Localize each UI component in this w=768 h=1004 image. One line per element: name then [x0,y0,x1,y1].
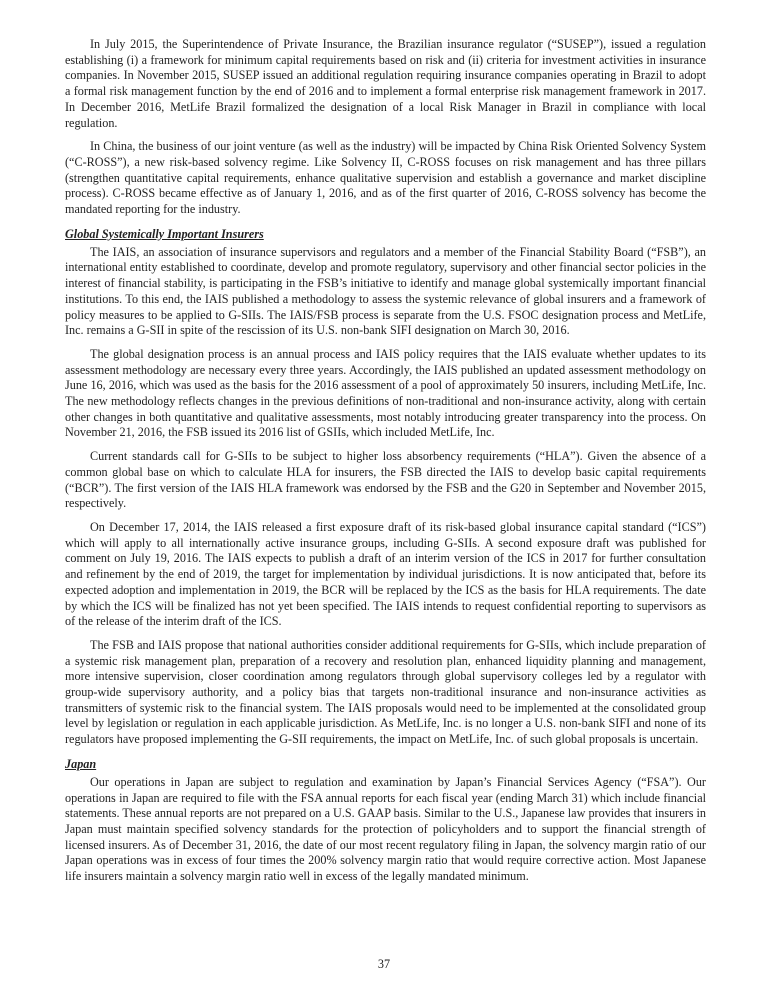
paragraph-japan-fsa: Our operations in Japan are subject to regulation and examination by Japan’s Financial Services Agency (“FSA”). Our operations in Japan are required to file with the FSA annual reports for each fiscal year (ending March 31) which include financial statements. These annual reports are not prepared on a U.S. GAAP basis. Similar to the U.S., Japanese law provides that insurers in Japan must maintain specified solvency standards for the protection of policyholders and to support the financial strength of licensed insurers. As of December 31, 2016, the date of our most recent regulatory filing in Japan, the solvency margin ratio of our Japan operations was in excess of four times the 200% solvency margin ratio that would require corrective action. Most Japanese life insurers maintain a solvency margin ratio well in excess of the legally mandated minimum. [65,774,706,884]
page-number: 37 [377,957,391,971]
paragraph-gsii-hla: Current standards call for G-SIIs to be subject to higher loss absorbency requirements (“HLA”). Given the absence of a common global base on which to calculate HLA for insurers, the FSB directed the IAIS to develop basic capital requirements (“BCR”). The first version of the IAIS HLA framework was endorsed by the FSB and the G20 in September and November 2015, respectively. [65,449,706,511]
paragraph-gsii-proposals: The FSB and IAIS propose that national authorities consider additional requirements for G-SIIs, which include preparation of a systemic risk management plan, preparation of a recovery and resolution plan, enhanced liquidity planning and management, more intensive supervision, closer coordination among regulators through global supervisory colleges led by a regulator with group-wide supervisory authority, and a policy bias that targets non-traditional insurance and non-insurance activities as transmitters of systemic risk to the financial system. The IAIS proposals would need to be implemented at the consolidated group level by legislation or regulation in each applicable jurisdiction. As MetLife, Inc. is no longer a U.S. non-bank SIFI and none of its regulators have proposed implementing the G-SII requirements, the impact on MetLife, Inc. of such global proposals is uncertain. [65,637,706,747]
paragraph-gsii-ics: On December 17, 2014, the IAIS released a first exposure draft of its risk-based global insurance capital standard (“ICS”) which will apply to all internationally active insurance groups, including G-SIIs. A second exposure draft was published for comment on July 19, 2016. The IAIS expects to publish a draft of an interim version of the ICS in 2017 for further consultation and refinement by the end of 2019, the target for implementation by individual jurisdictions. It is now anticipated that, before its expected adoption and implementation in 2019, the BCR will be replaced by the ICS as the basis for HLA requirements. The date by which the ICS will be finalized has not yet been specified. The IAIS intends to request confidential reporting to supervisors as of the release of the interim draft of the ICS. [65,519,706,629]
paragraph-china-cross: In China, the business of our joint venture (as well as the industry) will be impacted by China Risk Oriented Solvency System (“C-ROSS”), a new risk-based solvency regime. Like Solvency II, C-ROSS focuses on risk management and has three pillars (strengthen quantitative capital requirements, enhance qualitative supervision and establish a governance and market discipline process). C-ROSS became effective as of January 1, 2016, and as of the first quarter of 2016, C-ROSS solvency has become the mandated reporting for the industry. [65,139,706,217]
paragraph-gsii-designation-process: The global designation process is an annual process and IAIS policy requires that the IAIS evaluate whether updates to its assessment methodology are necessary every three years. Accordingly, the IAIS published an updated assessment methodology on June 16, 2016, which was used as the basis for the 2016 assessment of a pool of approximately 50 insurers, including MetLife, Inc. The new methodology reflects changes in the previous definitions of non-traditional and non-insurance activity, along with certain other changes in both quantitative and qualitative assessments, most notably introducing greater transparency into the process. On November 21, 2016, the FSB issued its 2016 list of GSIIs, which included MetLife, Inc. [65,346,706,440]
section-heading-gsii: Global Systemically Important Insurers [65,226,264,241]
section-heading-japan: Japan [65,756,97,771]
paragraph-brazil-susep: In July 2015, the Superintendence of Private Insurance, the Brazilian insurance regulator (“SUSEP”), issued a regulation establishing (i) a framework for minimum capital requirements based on risk and (ii) criteria for investment activities in insurance companies. In November 2015, SUSEP issued an additional regulation requiring insurance companies operating in Brazil to adopt a formal risk management function by the end of 2016 and to implement a formal enterprise risk management framework in 2017. In December 2016, MetLife Brazil formalized the designation of a local Risk Manager in Brazil in compliance with local regulation. [65,37,706,130]
paragraph-gsii-iais-fsb: The IAIS, an association of insurance supervisors and regulators and a member of the Financial Stability Board (“FSB”), an international entity established to coordinate, develop and promote regulatory, supervisory and other financial sector policies in the interest of financial stability, is participating in the FSB’s initiative to identify and manage global systemically important financial institutions. To this end, the IAIS published a methodology to assess the systemic relevance of global insurers and a framework of policy measures to be applied to G-SIIs. The IAIS/FSB process is separate from the U.S. FSOC designation process and MetLife, Inc. remains a G-SII in spite of the rescission of its U.S. non-bank SIFI designation on March 30, 2016. [65,244,706,338]
